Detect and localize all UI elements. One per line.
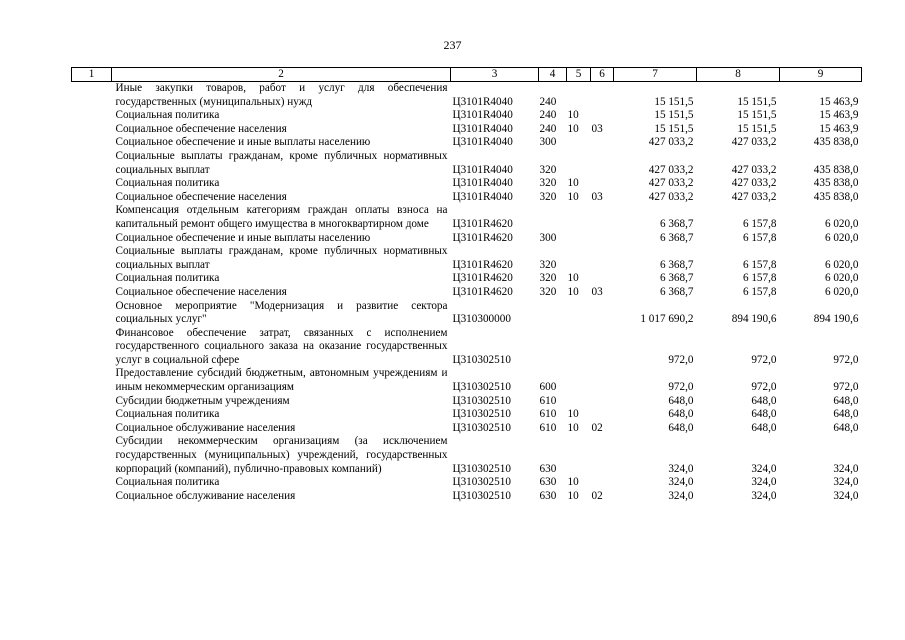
row-amount-year1: 6 368,7	[659, 285, 694, 298]
row-amount-year2: 324,0	[751, 462, 777, 475]
row-amount-year2: 6 157,8	[742, 217, 777, 230]
row-target-code: Ц3101R4620	[452, 217, 513, 230]
row-amount-year1: 324,0	[668, 462, 694, 475]
row-target-code: Ц310300000	[452, 313, 511, 326]
row-target-code: Ц3101R4040	[452, 177, 513, 190]
table-row	[72, 245, 862, 272]
row-amount-year2: 427 033,2	[731, 177, 777, 190]
row-expense-type: 630	[539, 489, 557, 502]
row-expense-type	[539, 327, 567, 368]
row-number-cell	[72, 177, 112, 191]
row-number-cell	[72, 123, 112, 137]
row-name: Иные закупки товаров, работ и услуг для обеспечения государственных (муниципальных) нужд	[115, 82, 448, 108]
row-amount-year3: 15 463,9	[819, 122, 859, 135]
column-header: 8	[697, 68, 780, 82]
row-name: Компенсация отдельным категориям граждан оплаты взноса на капитальный ремонт общего имущества в многоквартирном доме	[115, 204, 448, 230]
table-row	[72, 232, 862, 246]
row-amount-year2: 972,0	[751, 381, 777, 394]
row-section	[567, 136, 591, 150]
row-name: Основное мероприятие "Модернизация и развитие сектора социальных услуг"	[115, 299, 448, 326]
column-header: 1	[72, 68, 112, 82]
row-amount-year3: 648,0	[833, 421, 859, 434]
row-amount-year3: 6 020,0	[824, 231, 859, 244]
column-header: 2	[112, 68, 451, 82]
row-section	[567, 82, 591, 110]
row-section: 10	[567, 177, 579, 190]
row-subsection	[591, 327, 614, 368]
table-row	[72, 476, 862, 490]
table-row	[72, 286, 862, 300]
row-amount-year2: 427 033,2	[731, 136, 777, 149]
table-row	[72, 422, 862, 436]
row-number-cell	[72, 490, 112, 504]
row-amount-year2: 6 157,8	[742, 285, 777, 298]
row-expense-type: 240	[539, 122, 557, 135]
row-subsection	[591, 408, 614, 422]
row-number-cell	[72, 136, 112, 150]
row-amount-year1: 648,0	[668, 421, 694, 434]
row-section	[567, 367, 591, 394]
row-amount-year1: 324,0	[668, 476, 694, 489]
table-row	[72, 300, 862, 327]
row-section: 10	[567, 109, 579, 122]
row-expense-type: 300	[539, 136, 557, 149]
row-subsection	[591, 272, 614, 286]
table-row	[72, 272, 862, 286]
table-row	[72, 408, 862, 422]
row-number-cell	[72, 395, 112, 409]
row-amount-year3: 648,0	[833, 408, 859, 421]
row-name: Социальное обеспечение населения	[115, 285, 287, 298]
row-amount-year3: 6 020,0	[824, 258, 859, 271]
row-name: Социальные выплаты гражданам, кроме публичных нормативных социальных выплат	[115, 245, 448, 271]
row-amount-year1: 15 151,5	[654, 122, 694, 135]
row-target-code: Ц310302510	[452, 421, 511, 434]
row-amount-year2: 15 151,5	[737, 95, 777, 108]
row-amount-year2: 15 151,5	[737, 122, 777, 135]
row-target-code: Ц3101R4620	[452, 285, 513, 298]
row-expense-type: 320	[539, 190, 557, 203]
row-target-code: Ц3101R4620	[452, 272, 513, 285]
row-name: Социальная политика	[115, 408, 220, 421]
row-target-code: Ц310302510	[452, 462, 511, 475]
row-target-code: Ц3101R4040	[452, 136, 513, 149]
row-section	[567, 435, 591, 476]
row-subsection	[591, 109, 614, 123]
row-name: Социальное обеспечение и иные выплаты населению	[115, 231, 371, 244]
row-section: 10	[567, 408, 579, 421]
table-row	[72, 177, 862, 191]
row-amount-year2: 6 157,8	[742, 231, 777, 244]
row-name: Социальное обеспечение населения	[115, 190, 287, 203]
row-amount-year3: 6 020,0	[824, 217, 859, 230]
column-header: 9	[780, 68, 862, 82]
row-amount-year3: 324,0	[833, 476, 859, 489]
row-amount-year1: 648,0	[668, 394, 694, 407]
column-header: 3	[451, 68, 539, 82]
row-subsection	[591, 300, 614, 327]
row-subsection	[591, 367, 614, 394]
row-target-code: Ц3101R4040	[452, 190, 513, 203]
row-target-code: Ц310302510	[452, 489, 511, 502]
row-amount-year3: 435 838,0	[813, 163, 859, 176]
row-number-cell	[72, 286, 112, 300]
row-section	[567, 327, 591, 368]
column-header: 5	[567, 68, 591, 82]
row-amount-year1: 6 368,7	[659, 272, 694, 285]
row-section	[567, 232, 591, 246]
row-amount-year2: 324,0	[751, 489, 777, 502]
row-subsection	[591, 232, 614, 246]
row-amount-year1: 15 151,5	[654, 109, 694, 122]
row-expense-type: 320	[539, 177, 557, 190]
row-target-code: Ц310302510	[452, 408, 511, 421]
row-name: Социальное обслуживание населения	[115, 489, 296, 502]
row-target-code: Ц310302510	[452, 353, 511, 366]
row-expense-type: 240	[539, 95, 557, 108]
row-name: Социальное обслуживание населения	[115, 421, 296, 434]
row-amount-year1: 427 033,2	[648, 190, 694, 203]
row-section	[567, 245, 591, 272]
row-amount-year2: 324,0	[751, 476, 777, 489]
row-number-cell	[72, 435, 112, 476]
row-expense-type: 630	[539, 476, 557, 489]
row-section: 10	[567, 421, 579, 434]
row-amount-year1: 427 033,2	[648, 163, 694, 176]
row-amount-year2: 427 033,2	[731, 190, 777, 203]
column-header: 4	[539, 68, 567, 82]
row-subsection: 03	[591, 122, 603, 135]
row-number-cell	[72, 191, 112, 205]
row-name: Финансовое обеспечение затрат, связанных с исполнением государственного социального заказа на оказание государственных услуг в социальной сфере	[115, 326, 448, 366]
row-amount-year1: 6 368,7	[659, 231, 694, 244]
row-amount-year2: 648,0	[751, 421, 777, 434]
row-amount-year2: 6 157,8	[742, 258, 777, 271]
row-subsection	[591, 476, 614, 490]
row-amount-year1: 6 368,7	[659, 258, 694, 271]
table-row	[72, 191, 862, 205]
row-amount-year2: 15 151,5	[737, 109, 777, 122]
row-number-cell	[72, 476, 112, 490]
row-amount-year2: 972,0	[751, 353, 777, 366]
row-target-code: Ц3101R4620	[452, 231, 513, 244]
row-amount-year2: 427 033,2	[731, 163, 777, 176]
table-row	[72, 136, 862, 150]
budget-table	[71, 67, 862, 503]
row-expense-type: 240	[539, 109, 557, 122]
row-expense-type: 610	[539, 408, 557, 421]
row-name: Социальное обеспечение населения	[115, 122, 287, 135]
row-expense-type: 320	[539, 163, 557, 176]
table-row	[72, 395, 862, 409]
table-row	[72, 327, 862, 368]
column-header: 6	[591, 68, 614, 82]
row-subsection: 03	[591, 285, 603, 298]
row-expense-type	[539, 300, 567, 327]
row-section: 10	[567, 489, 579, 502]
table-row	[72, 150, 862, 177]
row-subsection	[591, 177, 614, 191]
row-name: Социальные выплаты гражданам, кроме публичных нормативных социальных выплат	[115, 149, 448, 176]
row-number-cell	[72, 367, 112, 394]
row-amount-year1: 972,0	[668, 381, 694, 394]
row-amount-year1: 6 368,7	[659, 217, 694, 230]
row-subsection	[591, 136, 614, 150]
row-name: Предоставление субсидий бюджетным, автономным учреждениям и иным некоммерческим организациям	[115, 367, 448, 394]
row-number-cell	[72, 245, 112, 272]
row-amount-year3: 324,0	[833, 489, 859, 502]
row-subsection	[591, 82, 614, 110]
row-name: Социальное обеспечение и иные выплаты населению	[115, 136, 371, 149]
row-number-cell	[72, 327, 112, 368]
row-name: Социальная политика	[115, 476, 220, 489]
table-row	[72, 204, 862, 231]
row-expense-type	[539, 204, 567, 231]
row-section: 10	[567, 122, 579, 135]
row-number-cell	[72, 109, 112, 123]
row-number-cell	[72, 272, 112, 286]
row-amount-year1: 427 033,2	[648, 177, 694, 190]
row-number-cell	[72, 300, 112, 327]
row-subsection: 02	[591, 489, 603, 502]
row-amount-year2: 6 157,8	[742, 272, 777, 285]
row-expense-type: 320	[539, 285, 557, 298]
row-subsection	[591, 245, 614, 272]
row-number-cell	[72, 408, 112, 422]
row-amount-year1: 15 151,5	[654, 95, 694, 108]
row-target-code: Ц310302510	[452, 476, 511, 489]
row-subsection: 03	[591, 190, 603, 203]
row-number-cell	[72, 232, 112, 246]
row-name: Социальная политика	[115, 109, 220, 122]
row-expense-type: 610	[539, 394, 557, 407]
row-name: Субсидии некоммерческим организациям (за исключением государственных (муниципальных) учреждений, государственных корпораций (компаний), публично-правовых компаний)	[115, 435, 448, 475]
row-section	[567, 150, 591, 177]
row-amount-year3: 435 838,0	[813, 190, 859, 203]
row-number-cell	[72, 422, 112, 436]
table-header-row	[72, 68, 862, 82]
row-amount-year1: 1 017 690,2	[640, 313, 694, 326]
row-expense-type: 630	[539, 462, 557, 475]
row-number-cell	[72, 82, 112, 110]
row-amount-year3: 15 463,9	[819, 95, 859, 108]
row-expense-type: 320	[539, 258, 557, 271]
row-section: 10	[567, 272, 579, 285]
table-row	[72, 367, 862, 394]
row-amount-year2: 894 190,6	[731, 313, 777, 326]
row-subsection	[591, 395, 614, 409]
row-subsection	[591, 150, 614, 177]
row-subsection	[591, 204, 614, 231]
row-target-code: Ц3101R4040	[452, 163, 513, 176]
row-name: Социальная политика	[115, 272, 220, 285]
row-target-code: Ц310302510	[452, 381, 511, 394]
row-target-code: Ц3101R4040	[452, 122, 513, 135]
row-amount-year3: 324,0	[833, 462, 859, 475]
row-subsection	[591, 435, 614, 476]
row-amount-year3: 15 463,9	[819, 109, 859, 122]
table-body	[72, 68, 862, 504]
row-name: Субсидии бюджетным учреждениям	[115, 394, 290, 407]
row-target-code: Ц3101R4620	[452, 258, 513, 271]
row-target-code: Ц3101R4040	[452, 109, 513, 122]
row-amount-year1: 972,0	[668, 353, 694, 366]
row-amount-year3: 648,0	[833, 394, 859, 407]
row-number-cell	[72, 150, 112, 177]
row-amount-year3: 435 838,0	[813, 177, 859, 190]
row-section: 10	[567, 190, 579, 203]
row-section	[567, 204, 591, 231]
row-section	[567, 300, 591, 327]
row-amount-year3: 972,0	[833, 381, 859, 394]
row-target-code: Ц310302510	[452, 394, 511, 407]
table-row	[72, 490, 862, 504]
row-amount-year3: 435 838,0	[813, 136, 859, 149]
row-amount-year3: 6 020,0	[824, 285, 859, 298]
row-amount-year2: 648,0	[751, 408, 777, 421]
row-amount-year2: 648,0	[751, 394, 777, 407]
row-amount-year1: 648,0	[668, 408, 694, 421]
row-expense-type: 300	[539, 231, 557, 244]
table-row	[72, 109, 862, 123]
row-expense-type: 610	[539, 421, 557, 434]
row-name: Социальная политика	[115, 177, 220, 190]
row-subsection: 02	[591, 421, 603, 434]
column-header: 7	[614, 68, 697, 82]
page-number: 237	[443, 38, 462, 52]
table-row	[72, 123, 862, 137]
row-expense-type: 320	[539, 272, 557, 285]
row-amount-year3: 894 190,6	[813, 313, 859, 326]
row-section	[567, 395, 591, 409]
row-amount-year3: 972,0	[833, 353, 859, 366]
row-expense-type: 600	[539, 381, 557, 394]
table-row	[72, 82, 862, 110]
table-row	[72, 435, 862, 476]
row-target-code: Ц3101R4040	[452, 95, 513, 108]
row-amount-year1: 427 033,2	[648, 136, 694, 149]
row-section: 10	[567, 285, 579, 298]
row-number-cell	[72, 204, 112, 231]
row-amount-year3: 6 020,0	[824, 272, 859, 285]
row-section: 10	[567, 476, 579, 489]
row-amount-year1: 324,0	[668, 489, 694, 502]
